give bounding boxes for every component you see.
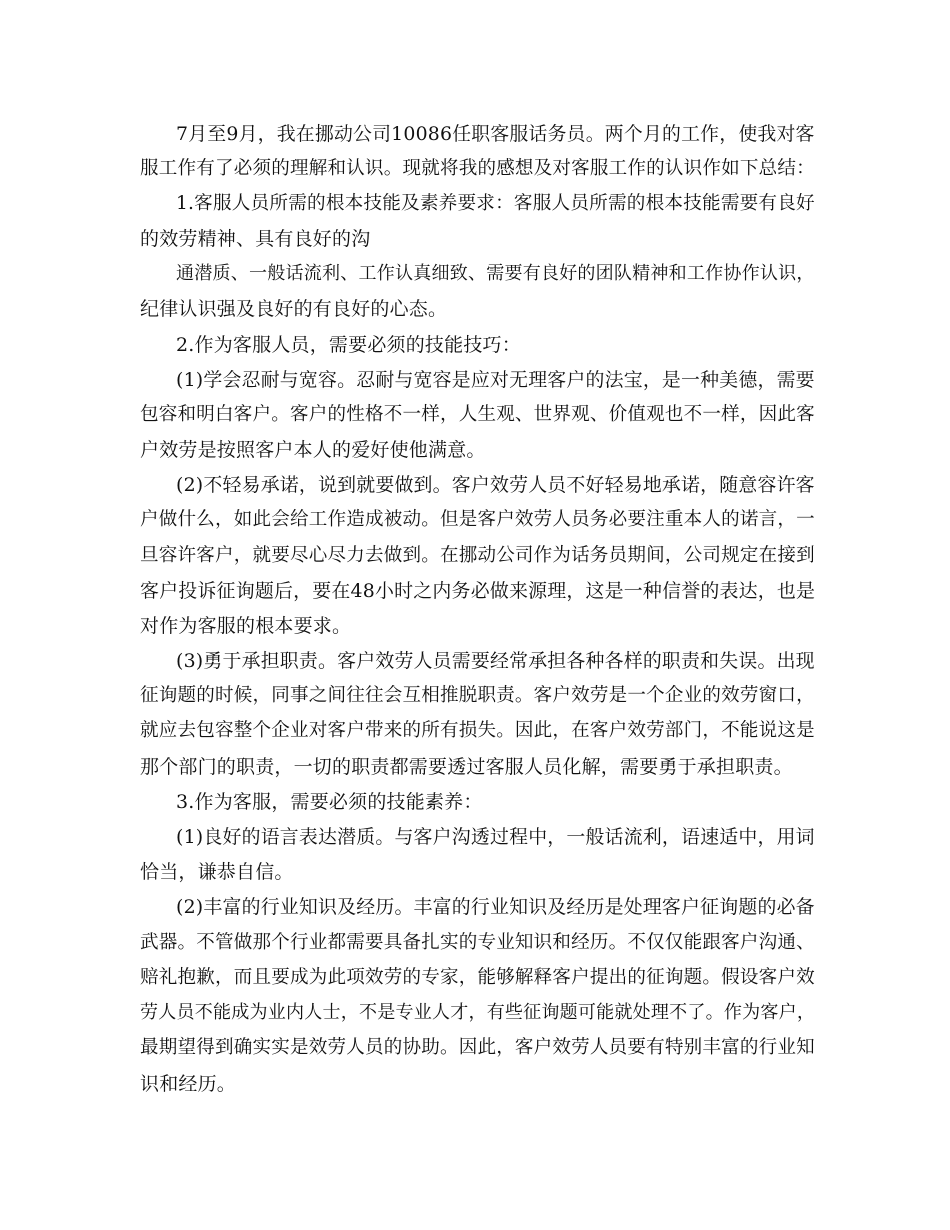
text-line: 3.作为客服，需要必须的技能素养：	[176, 791, 483, 813]
text-line: 就应去包容整个企业对客户带来的所有损失。因此，在客户效劳部门，不能说这是	[140, 720, 815, 741]
text-line: 最期望得到确实实是效劳人员的协助。因此，客户效劳人员要有特别丰富的行业知	[140, 1037, 815, 1058]
text-line: 户做什么，如此会给工作造成被动。但是客户效劳人员务必要注重本人的诺言，一	[140, 509, 815, 530]
text-line: 那个部门的职责，一切的职责都需要透过客服人员化解，需要勇于承担职责。	[140, 756, 793, 778]
text-line: 劳人员不能成为业内人士，不是专业人才，有些征询题可能就处理不了。作为客户，	[140, 1002, 816, 1023]
text-line: 客户投诉征询题后，要在48小时之内务必做来源理，这是一种信誉的表达，也是	[140, 580, 816, 602]
text-line: (1)学会忍耐与宽容。忍耐与宽容是应对无理客户的法宝，是一种美德，需要	[176, 369, 815, 391]
text-line: 通潜质、一般话流利、工作认真细致、需要有良好的团队精神和工作协作认识，	[176, 263, 815, 284]
text-line: 户效劳是按照客户本人的爱好使他满意。	[140, 439, 486, 461]
text-line: 纪律认识强及良好的有良好的心态。	[140, 298, 448, 320]
text-line: (2)丰富的行业知识及经历。丰富的行业知识及经历是处理客户征询题的必备	[176, 896, 815, 918]
text-line: (1)良好的语言表达潜质。与客户沟透过程中，一般话流利，语速适中，用词	[176, 826, 815, 848]
text-line: (3)勇于承担职责。客户效劳人员需要经常承担各种各样的职责和失误。出现	[176, 650, 815, 672]
text-line: 的效劳精神、具有良好的沟	[140, 228, 371, 250]
text-line: 旦容许客户，就要尽心尽力去做到。在挪动公司作为话务员期间，公司规定在接到	[140, 545, 815, 566]
text-line: 1.客服人员所需的根本技能及素养要求：客服人员所需的根本技能需要有良好	[176, 193, 815, 214]
text-line: 2.作为客服人员，需要必须的技能技巧：	[176, 334, 521, 356]
text-line: 识和经历。	[140, 1073, 237, 1095]
text-line: 对作为客服的根本要求。	[140, 615, 352, 637]
text-line: 服工作有了必须的理解和认识。现就将我的感想及对客服工作的认识作如下总结：	[140, 158, 815, 179]
text-line: 征询题的时候，同事之间往往会互相推脱职责。客户效劳是一个企业的效劳窗口，	[140, 685, 815, 706]
text-line: 7月至9月，我在挪动公司10086任职客服话务员。两个月的工作，使我对客	[176, 123, 815, 145]
text-line: (2)不轻易承诺，说到就要做到。客户效劳人员不好轻易地承诺，随意容许客	[176, 474, 815, 496]
text-line: 武器。不管做那个行业都需要具备扎实的专业知识和经历。不仅仅能跟客户沟通、	[140, 932, 815, 953]
text-line: 恰当，谦恭自信。	[140, 861, 294, 883]
text-line: 赔礼抱歉，而且要成为此项效劳的专家，能够解释客户提出的征询题。假设客户效	[140, 967, 815, 988]
text-line: 包容和明白客户。客户的性格不一样，人生观、世界观、价值观也不一样，因此客	[140, 404, 815, 425]
